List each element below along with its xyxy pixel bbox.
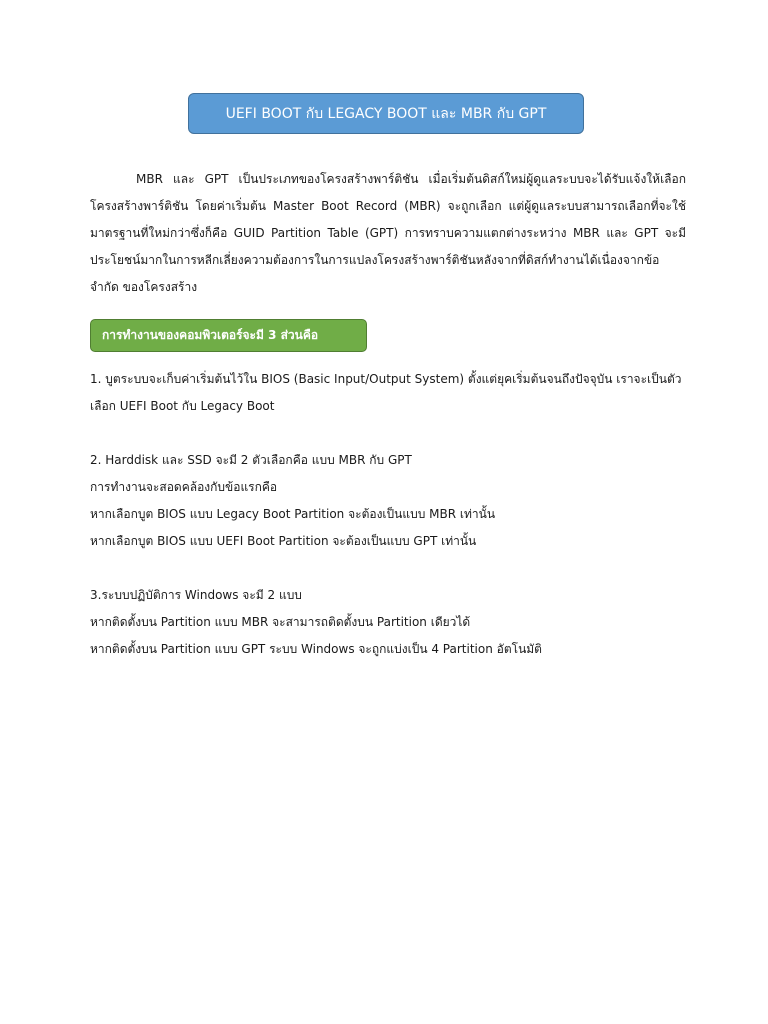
item-2: [90, 447, 686, 555]
section-heading-banner: [90, 319, 367, 352]
item-2-line: หากเลือกบูต BIOS แบบ UEFI Boot Partition จะต้องเป็นแบบ GPT เท่านั้น: [90, 534, 477, 548]
item-3-heading: 3.ระบบปฏิบัติการ Windows จะมี 2 แบบ: [90, 588, 302, 602]
title-banner: [188, 93, 584, 134]
item-2-heading: 2. Harddisk และ SSD จะมี 2 ตัวเลือกคือ แบบ MBR กับ GPT: [90, 453, 412, 467]
section-heading: การทำงานของคอมพิวเตอร์จะมี 3 ส่วนคือ: [102, 328, 319, 342]
item-1: [90, 366, 686, 420]
item-1-text: 1. บูตระบบจะเก็บค่าเริ่มต้นไว้ใน BIOS (Basic Input/Output System) ตั้งแต่ยุคเริ่มต้นจนถึงปัจจุบัน เราจะเป็นตัวเลือก UEFI Boot กับ Legacy Boot: [90, 372, 682, 413]
page-title: UEFI BOOT กับ LEGACY BOOT และ MBR กับ GPT: [225, 105, 547, 122]
intro-paragraph: MBR และ GPT เป็นประเภทของโครงสร้างพาร์ติชัน เมื่อเริ่มต้นดิสก์ใหม่ผู้ดูแลระบบจะได้รับแจ้งให้เลือกโครงสร้างพาร์ติชัน โดยค่าเริ่มต้น Master Boot Record (MBR) จะถูกเลือก แต่ผู้ดูแลระบบสามารถเลือกที่จะใช้มาตรฐานที่ใหม่กว่าซึ่งก็คือ GUID Partition Table (GPT) การทราบความแตกต่างระหว่าง MBR และ GPT จะมีประโยชน์มากในการหลีกเลี่ยงความต้องการในการแปลงโครงสร้างพาร์ติชันหลังจากที่ดิสก์ทำงานได้เนื่องจากข้อจำกัด ของโครงสร้าง: [90, 172, 686, 294]
item-3-line: หากติดตั้งบน Partition แบบ MBR จะสามารถติดตั้งบน Partition เดียวได้: [90, 615, 471, 629]
item-2-line: หากเลือกบูต BIOS แบบ Legacy Boot Partition จะต้องเป็นแบบ MBR เท่านั้น: [90, 507, 496, 521]
item-2-line: การทำงานจะสอดคล้องกับข้อแรกคือ: [90, 480, 278, 494]
item-3-line: หากติดตั้งบน Partition แบบ GPT ระบบ Windows จะถูกแบ่งเป็น 4 Partition อัตโนมัติ: [90, 642, 542, 656]
item-3: [90, 582, 686, 663]
